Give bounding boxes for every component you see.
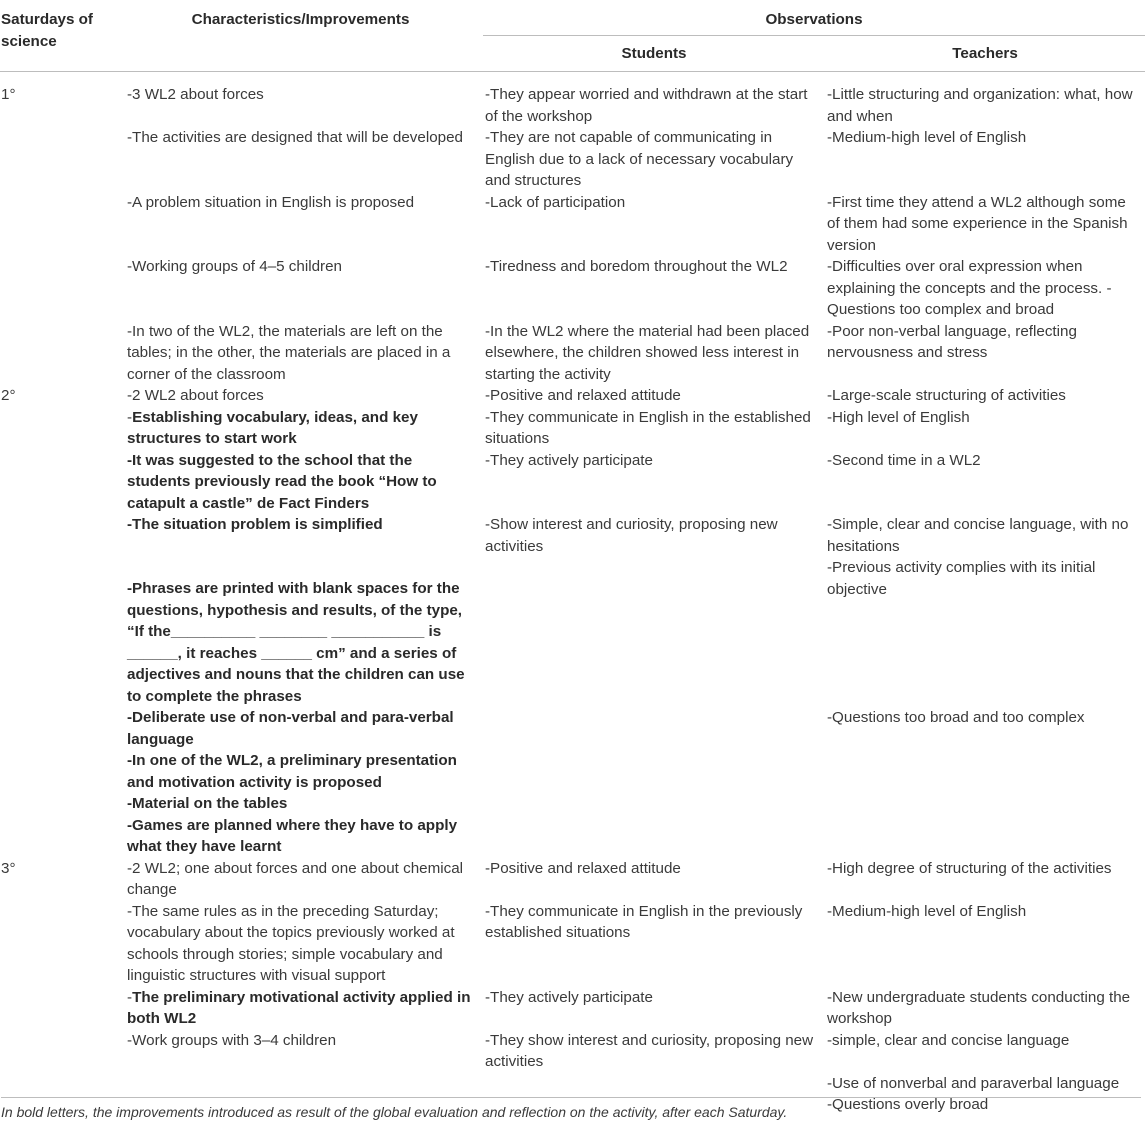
characteristic-cell: -Games are planned where they have to apply what they have learnt (127, 816, 458, 855)
teachers-cell: -Medium-high level of English (827, 902, 1027, 920)
characteristic-cell: -Work groups with 3–4 children (127, 1031, 337, 1049)
saturday-label: 2° (1, 387, 16, 404)
students-cell: -Lack of participation (485, 193, 626, 211)
teachers-cell: -High degree of structuring of the activities (827, 859, 1112, 877)
characteristic-cell: -A problem situation in English is proposed (127, 193, 415, 211)
teachers-cell: -Poor non-verbal language, reflecting nervousness and stress (827, 322, 1077, 361)
teachers-line: -Use of nonverbal and paraverbal language (827, 1074, 1120, 1092)
table-row (0, 987, 1145, 1030)
table-row (0, 407, 1145, 450)
characteristic-cell: -Phrases are printed with blank spaces for the questions, hypothesis and results, of the type, “If the__________ ________ ___________ is ______, it reaches ______ cm” and a series of adjectives and nouns that the children can use to complete the phrases (127, 580, 465, 705)
teachers-cell: -simple, clear and concise language (827, 1031, 1070, 1049)
teachers-cell: -Large-scale structuring of activities (827, 387, 1066, 404)
table-row (0, 514, 1145, 557)
teachers-cell: -Simple, clear and concise language, with no hesitations (827, 516, 1129, 555)
students-cell: -They communicate in English in the established situations (485, 408, 811, 447)
characteristic-cell: -In one of the WL2, a preliminary presentation and motivation activity is proposed (127, 752, 457, 791)
table-row (0, 256, 1145, 321)
dash: - (127, 988, 133, 1006)
characteristic-cell: -2 WL2; one about forces and one about chemical change (127, 859, 464, 898)
characteristic-cell: -2 WL2 about forces (127, 387, 264, 404)
students-cell: -They show interest and curiosity, proposing new activities (485, 1031, 814, 1070)
saturday-label: 3° (1, 859, 16, 877)
characteristic-cell: -3 WL2 about forces (127, 86, 264, 103)
students-cell: -Positive and relaxed attitude (485, 859, 681, 877)
table-row (0, 192, 1145, 257)
students-cell: -Tiredness and boredom throughout the WL2 (485, 258, 788, 275)
teachers-cell: -High level of English (827, 408, 970, 426)
students-cell: -In the WL2 where the material had been placed elsewhere, the children showed less interest in starting the activity (485, 322, 810, 383)
teachers-cell: -Questions too broad and too complex (827, 709, 1085, 726)
students-cell: -They appear worried and withdrawn at the start of the workshop (485, 86, 808, 125)
table-row (0, 450, 1145, 515)
teachers-line: -Questions overly broad (827, 1096, 989, 1113)
table-row (0, 750, 1145, 793)
table-row (0, 72, 1145, 128)
teachers-cell: -Little structuring and organization: what, how and when (827, 86, 1133, 125)
teachers-cell: -Medium-high level of English (827, 129, 1027, 146)
characteristic-cell: -It was suggested to the school that the students previously read the book “How to catapult a castle” de Fact Finders (127, 451, 437, 512)
teachers-cell: -First time they attend a WL2 although some of them had some experience in the Spanish version (827, 193, 1128, 254)
teachers-cell: -New undergraduate students conducting the workshop (827, 988, 1131, 1027)
header-characteristics: Characteristics/Improvements (118, 0, 483, 72)
teachers-cell: -Difficulties over oral expression when explaining the concepts and the process. -Questions too complex and broad (827, 258, 1112, 318)
table-footnote: In bold letters, the improvements introduced as result of the global evaluation and reflection on the activity, after each Saturday. (1, 1097, 1141, 1121)
characteristic-cell: -The situation problem is simplified (127, 516, 383, 533)
header-saturdays: Saturdays of science (0, 0, 118, 72)
characteristic-cell (118, 407, 483, 450)
students-cell: -They actively participate (485, 451, 653, 469)
characteristic-cell: -In two of the WL2, the materials are left on the tables; in the other, the materials are placed in a corner of the classroom (127, 322, 451, 383)
students-cell: -Positive and relaxed attitude (485, 387, 681, 404)
saturday-label: 1° (1, 86, 16, 103)
table-row (0, 127, 1145, 192)
improvement-text: The preliminary motivational activity applied in both WL2 (127, 988, 471, 1027)
table-row (0, 793, 1145, 815)
characteristic-cell: -Deliberate use of non-verbal and para-verbal language (127, 709, 454, 748)
teachers-cell: -Previous activity complies with its initial objective (827, 559, 1096, 598)
table-row (0, 901, 1145, 987)
table-row (0, 815, 1145, 858)
table-row (0, 1030, 1145, 1073)
characteristic-cell: -The same rules as in the preceding Saturday; vocabulary about the topics previously worked at schools through stories; simple vocabulary and linguistic structures with visual support (127, 902, 455, 984)
characteristic-cell (118, 987, 483, 1030)
teachers-cell: -Second time in a WL2 (827, 451, 981, 469)
students-cell: -They actively participate (485, 988, 653, 1006)
table-row (0, 321, 1145, 386)
students-cell: -They communicate in English in the previously established situations (485, 902, 803, 941)
dash: - (127, 408, 133, 426)
characteristic-cell: -Material on the tables (127, 795, 288, 812)
students-cell: -Show interest and curiosity, proposing new activities (485, 516, 778, 555)
students-cell: -They are not capable of communicating in English due to a lack of necessary vocabulary and structures (485, 129, 794, 189)
table-row (0, 557, 1145, 707)
header-students: Students (483, 35, 825, 72)
improvement-text: Establishing vocabulary, ideas, and key structures to start work (127, 408, 418, 447)
table-row (0, 858, 1145, 901)
table-row (0, 385, 1145, 407)
table-row (0, 707, 1145, 750)
header-observations: Observations (765, 11, 863, 28)
characteristic-cell: -The activities are designed that will be developed (127, 129, 464, 146)
header-teachers: Teachers (825, 35, 1145, 72)
characteristic-cell: -Working groups of 4–5 children (127, 258, 342, 275)
